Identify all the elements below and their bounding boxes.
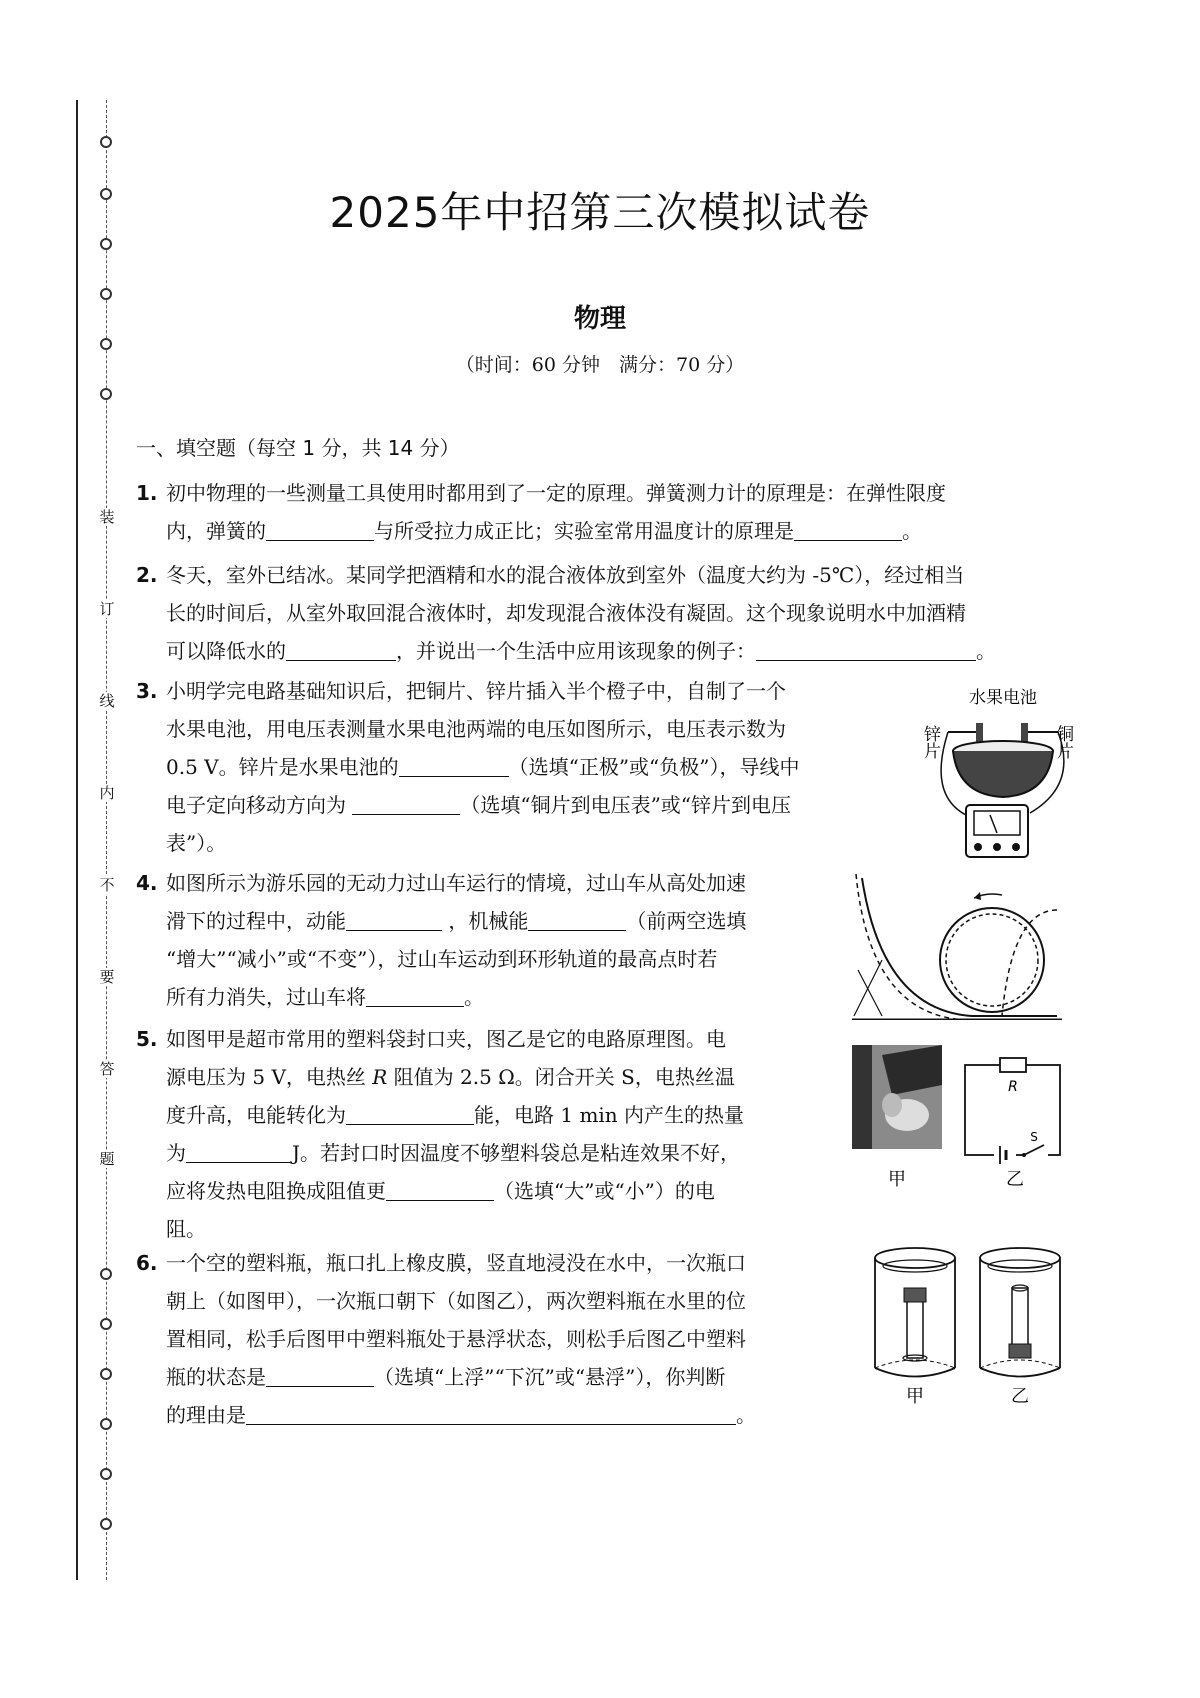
text: 。: [976, 639, 996, 663]
figure-label: 锌片: [920, 725, 940, 759]
text: 。: [736, 1403, 756, 1427]
fruit-battery-figure: [918, 685, 1088, 875]
figure-label: 甲: [906, 1386, 924, 1407]
question-number: 6.: [136, 1251, 158, 1275]
text: 与所受拉力成正比；实验室常用温度计的原理是: [374, 519, 794, 543]
binding-hole: [100, 1518, 112, 1530]
question-line: [166, 1134, 740, 1172]
answer-blank[interactable]: [286, 636, 396, 661]
question-line: 阻。: [166, 1217, 206, 1241]
switch-label: S: [1030, 1130, 1038, 1144]
question-line: [166, 1096, 744, 1134]
figure-label: 乙: [1011, 1386, 1029, 1407]
binding-hole: [100, 388, 112, 400]
binding-hole: [100, 1318, 112, 1330]
question-line: [166, 978, 484, 1016]
photo-shadow: [852, 1045, 872, 1149]
binding-hole: [100, 1268, 112, 1280]
answer-blank[interactable]: [266, 516, 374, 541]
question-line: [166, 1172, 715, 1210]
binding-char: 内: [99, 784, 115, 802]
binding-hole: [100, 1368, 112, 1380]
terminal: [1012, 843, 1020, 851]
question-line: [166, 512, 922, 550]
binding-char: 题: [99, 1150, 115, 1168]
question-line: 朝上（如图甲），一次瓶口朝下（如图乙），两次塑料瓶在水里的位: [166, 1289, 746, 1313]
text: （选填“大”或“小”）的电: [494, 1179, 715, 1203]
roller-coaster-figure: [852, 870, 1064, 1020]
answer-blank[interactable]: [346, 1100, 474, 1125]
question-line: [166, 1396, 756, 1434]
answer-blank[interactable]: [756, 636, 976, 661]
subject-title: 物理: [573, 304, 626, 334]
question-number: 5.: [136, 1027, 158, 1051]
question-4: [136, 864, 876, 1024]
answer-blank[interactable]: [528, 906, 626, 931]
bottle: [907, 1300, 923, 1358]
text: 的理由是: [166, 1403, 246, 1427]
switch-pivot: [1022, 1153, 1026, 1157]
exam-title: 2025年中招第三次模拟试卷: [329, 188, 871, 237]
support: [858, 970, 882, 1016]
binding-char: 不: [99, 876, 115, 894]
orange-bowl: [953, 751, 1053, 797]
hand: [882, 1093, 902, 1117]
question-number: 4.: [136, 871, 158, 895]
binding-char: 要: [99, 968, 115, 986]
text: 。: [902, 519, 922, 543]
question-line: [166, 632, 996, 670]
loop-track: [940, 908, 1044, 1012]
figure-label: 水果电池: [969, 688, 1037, 708]
text: 0.5 V。锌片是水果电池的: [166, 755, 399, 779]
text: 度升高，电能转化为: [166, 1103, 346, 1127]
text: （选填“铜片到电压表”或“锌片到电压: [460, 793, 792, 817]
question-line: 冬天，室外已结冰。某同学把酒精和水的混合液体放到室外（温度大约为 -5℃），经过相当: [166, 563, 965, 587]
text: ，机械能: [442, 909, 529, 933]
answer-blank[interactable]: [346, 906, 442, 931]
question-line: [166, 902, 746, 940]
question-1: [136, 474, 1086, 554]
binding-hole: [100, 1468, 112, 1480]
text: （选填“正极”或“负极”），导线中: [508, 755, 800, 779]
bottle: [1012, 1288, 1028, 1346]
question-line: [166, 1358, 725, 1396]
text: 瓶的状态是: [166, 1365, 266, 1389]
binding-char: 订: [99, 600, 115, 618]
answer-blank[interactable]: [794, 516, 902, 541]
question-line: “增大”“减小”或“不变”），过山车运动到环形轨道的最高点时若: [166, 947, 718, 971]
question-number: 2.: [136, 563, 158, 587]
question-line: 一个空的塑料瓶，瓶口扎上橡皮膜，竖直地浸没在水中，一次瓶口: [166, 1251, 746, 1275]
beaker-b: [980, 1248, 1060, 1377]
figure-label: 甲: [888, 1169, 906, 1190]
text: 。: [464, 985, 484, 1009]
terminal: [974, 843, 982, 851]
text: J。若封口时因温度不够塑料袋总是粘连效果不好，: [292, 1141, 741, 1165]
rubber-membrane: [1009, 1344, 1031, 1358]
answer-blank[interactable]: [266, 1362, 374, 1387]
question-line: 初中物理的一些测量工具使用时都用到了一定的原理。弹簧测力计的原理是：在弹性限度: [166, 481, 946, 505]
answer-blank[interactable]: [352, 790, 460, 815]
question-line: 长的时间后，从室外取回混合液体时，却发现混合液体没有凝固。这个现象说明水中加酒精: [166, 601, 966, 625]
binding-char: 装: [99, 508, 115, 526]
gap: [1024, 1149, 1048, 1161]
track-outer: [862, 878, 1057, 1016]
binding-hole: [100, 1418, 112, 1430]
binding-char: 答: [99, 1060, 115, 1078]
text: 应将发热电阻换成阻值更: [166, 1179, 386, 1203]
text: 滑下的过程中，动能: [166, 909, 346, 933]
text: 所有力消失，过山车将: [166, 985, 366, 1009]
text: （前两空选填: [626, 909, 747, 933]
answer-blank[interactable]: [366, 982, 464, 1007]
question-line: 水果电池，用电压表测量水果电池两端的电压如图所示，电压表示数为: [166, 717, 786, 741]
text: ，并说出一个生活中应用该现象的例子：: [396, 639, 756, 663]
question-number: 3.: [136, 679, 158, 703]
question-line: [166, 748, 800, 786]
track-outer-dashed: [856, 874, 972, 1020]
rubber-membrane: [904, 1288, 926, 1302]
text: 电子定向移动方向为: [166, 793, 353, 817]
text: 阻值为 2.5 Ω。闭合开关 S，电热丝温: [387, 1065, 735, 1089]
figure-label: 乙: [1006, 1169, 1024, 1190]
question-number: 1.: [136, 481, 158, 505]
binding-hole: [100, 136, 112, 148]
text: （选填“上浮”“下沉”或“悬浮”），你判断: [374, 1365, 726, 1389]
answer-blank[interactable]: [186, 1138, 292, 1163]
arrow-head: [974, 892, 981, 900]
text: 内，弹簧的: [166, 519, 266, 543]
bag-sealer-photo: [852, 1045, 942, 1195]
resistor-label: R: [1008, 1079, 1018, 1095]
text: 能，电路 1 min 内产生的热量: [474, 1103, 745, 1127]
text: 可以降低水的: [166, 639, 286, 663]
answer-blank[interactable]: [246, 1400, 736, 1425]
question-line: 如图所示为游乐园的无动力过山车运行的情境，过山车从高处加速: [166, 871, 746, 895]
question-6: [136, 1244, 876, 1440]
terminal: [993, 843, 1001, 851]
question-line: 表”）。: [166, 831, 227, 855]
answer-blank[interactable]: [386, 1176, 494, 1201]
section-title: 一、填空题（每空 1 分，共 14 分）: [136, 436, 460, 460]
question-line: [166, 786, 791, 824]
figure-label: 铜片: [1053, 725, 1073, 759]
text: 源电压为 5 V，电热丝: [166, 1065, 373, 1089]
question-line: [166, 1058, 735, 1096]
time-and-score: （时间：60 分钟 满分：70 分）: [455, 354, 745, 376]
text: R: [372, 1065, 388, 1089]
beaker-a: [875, 1248, 955, 1377]
text: 为: [166, 1141, 186, 1165]
question-line: 如图甲是超市常用的塑料袋封口夹，图乙是它的电路原理图。电: [166, 1027, 726, 1051]
question-line: 小明学完电路基础知识后，把铜片、锌片插入半个橙子中，自制了一个: [166, 679, 786, 703]
resistor: [1000, 1058, 1026, 1072]
circuit-diagram: [960, 1055, 1070, 1195]
track-right-dashed: [1002, 910, 1057, 1016]
answer-blank[interactable]: [399, 752, 509, 777]
binding-char: 线: [99, 692, 115, 710]
loop-track-dashed: [946, 914, 1038, 1006]
question-2: [136, 556, 1086, 674]
question-5: [136, 1020, 876, 1256]
bottle-in-water-figure: [870, 1240, 1070, 1410]
question-3: [136, 672, 916, 872]
binding-hole: [100, 338, 112, 350]
question-line: 置相同，松手后图甲中塑料瓶处于悬浮状态，则松手后图乙中塑料: [166, 1327, 746, 1351]
